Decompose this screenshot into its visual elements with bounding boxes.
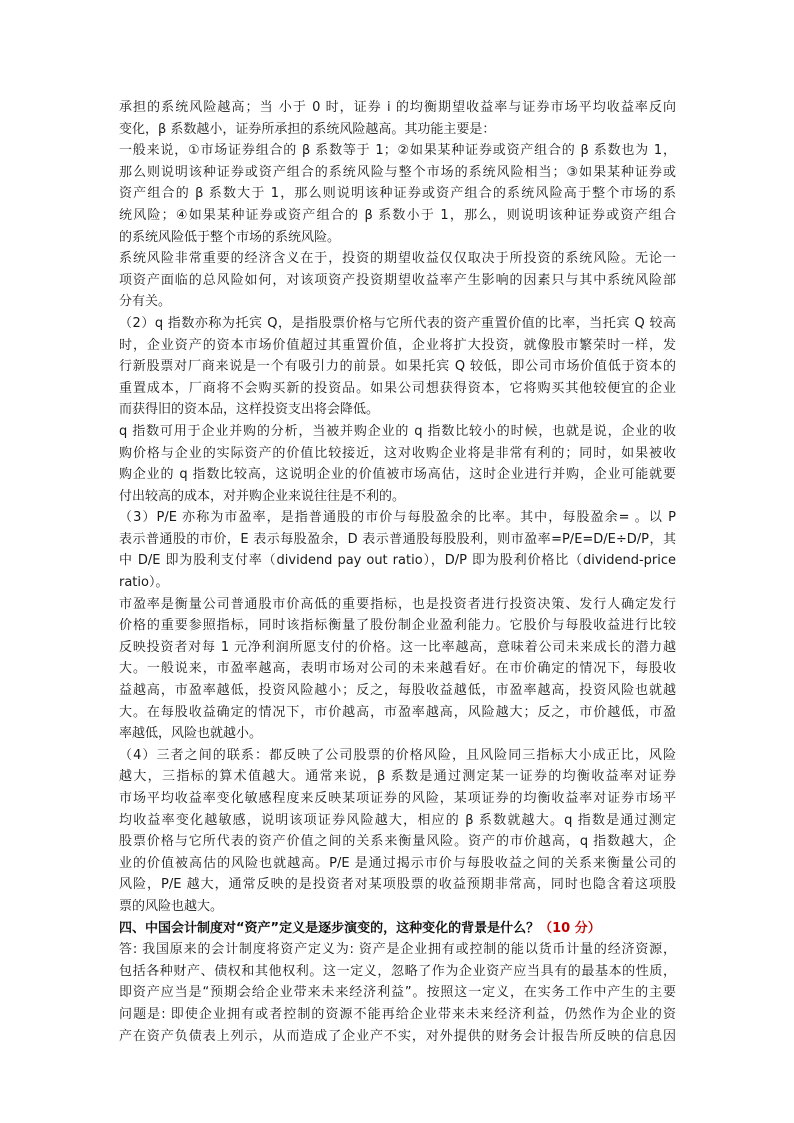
text-line: 均收益率变化越敏感，说明该项证券风险越大，相应的 β 系数就越大。q 指数是通过测定 <box>119 812 676 828</box>
text-line: 承担的系统风险越高；当 小于 0 时，证券 i 的均衡期望收益率与证券市场平均收益率反向 <box>119 100 676 115</box>
answer-line: 包括各种财产、债权和其他权利。这一定义，忽略了作为企业资产应当具有的最基本的性质， <box>119 963 676 979</box>
text-line: 而获得旧的资本品，这样投资支出将会降低。 <box>119 402 380 418</box>
text-line: 业的价值被高估的风险也就越高。P/E 是通过揭示市价与每股收益之间的关系来衡量公司的 <box>119 855 676 871</box>
text-line: 的系统风险低于整个市场的系统风险。 <box>119 229 341 245</box>
text-line: 行新股票对厂商来说是一个有吸引力的前景。如果托宾 Q 较低，即公司市场价值低于资本的 <box>119 359 676 375</box>
section-heading <box>119 918 676 940</box>
section-heading-score: （10 分） <box>539 920 601 936</box>
text-line: 中 D/E 即为股利支付率（dividend pay out ratio），D/P 即为股利价格比（dividend-price <box>119 553 676 569</box>
text-line: 一般来说，①市场证券组合的 β 系数等于 1；②如果某种证券或资产组合的 β 系数也为 1， <box>119 143 676 159</box>
text-line: （4）三者之间的联系：都反映了公司股票的价格风险，且风险同三指标大小成正比，风险 <box>119 747 676 763</box>
text-line: 风险，P/E 越大，通常反映的是投资者对某项股票的收益预期非常高，同时也隐含着这项股 <box>119 877 676 893</box>
text-line: 那么则说明该种证券或资产组合的系统风险与整个市场的系统风险相当；③如果某种证券或 <box>119 164 676 180</box>
text-line: 率越低，风险也就越小。 <box>119 726 263 742</box>
text-line: 市盈率是衡量公司普通股市价高低的重要指标，也是投资者进行投资决策、发行人确定发行 <box>119 596 676 612</box>
text-line: 统风险；④如果某种证券或资产组合的 β 系数小于 1，那么，则说明该种证券或资产组合 <box>119 207 676 223</box>
text-line: 越大，三指标的算术值越大。通常来说，β 系数是通过测定某一证券的均衡收益率对证券 <box>119 769 676 785</box>
text-line: 大。在每股收益确定的情况下，市价越高，市盈率越高，风险越大；反之，市价越低，市盈 <box>119 704 676 720</box>
text-line: 反映投资者对每 1 元净利润所愿支付的价格。这一比率越高，意味着公司未来成长的潜力越 <box>119 639 676 655</box>
text-line: 价格的重要参照指标，同时该指标衡量了股份制企业盈利能力。它股价与每股收益进行比较 <box>119 618 676 634</box>
text-line: 股票价格与它所代表的资产价值之间的关系来衡量风险。资产的市价越高，q 指数越大，企 <box>119 834 676 850</box>
answer-line: 产在资产负债表上列示，从而造成了企业产不实，对外提供的财务会计报告所反映的信息因 <box>119 1028 676 1044</box>
text-line: （3）P/E 亦称为市盈率，是指普通股的市价与每股盈余的比率。其中，每股盈余= 。以 P <box>119 510 676 526</box>
text-line: 系统风险非常重要的经济含义在于，投资的期望收益仅仅取决于所投资的系统风险。无论一 <box>119 251 676 267</box>
text-line: q 指数可用于企业并购的分析，当被并购企业的 q 指数比较小的时候，也就是说，企业的收 <box>119 423 676 439</box>
text-line: 重置成本，厂商将不会购买新的投资品。如果公司想获得资本，它将购买其他较便宜的企业 <box>119 380 676 396</box>
document-page <box>119 97 676 1047</box>
text-line: 变化，β 系数越小，证券所承担的系统风险越高。其功能主要是： <box>119 121 496 137</box>
text-line: 分有关。 <box>119 294 172 310</box>
answer-line: 即资产应当是“预期会给企业带来未来经济利益”。按照这一定义，在实务工作中产生的主要 <box>119 985 676 1001</box>
text-line: 益越高，市盈率越低，投资风险越小；反之，每股收益越低，市盈率越高，投资风险也就越 <box>119 683 676 699</box>
text-line: 票的风险也越大。 <box>119 898 224 914</box>
text-line: ratio）。 <box>119 575 169 591</box>
text-line: 大。一般说来，市盈率越高，表明市场对公司的未来越看好。在市价确定的情况下，每股收 <box>119 661 676 677</box>
text-line: 购企业的 q 指数比较高，这说明企业的价值被市场高估，这时企业进行并购，企业可能就要 <box>119 467 676 483</box>
text-line: 时，企业资产的资本市场价值超过其重置价值，企业将扩大投资，就像股市繁荣时一样，发 <box>119 337 676 353</box>
text-line: 市场平均收益率变化敏感程度来反映某项证券的风险，某项证券的均衡收益率对证券市场平 <box>119 791 676 806</box>
section-heading-text: 四、中国会计制度对“资产”定义是逐步演变的，这种变化的背景是什么？ <box>119 920 540 936</box>
answer-line: 问题是: 即使企业拥有或者控制的资源不能再给企业带来未来经济利益，仍然作为企业的资 <box>119 1006 676 1022</box>
text-line: 表示普通股的市价，E 表示每股盈余，D 表示普通股每股股利，则市盈率=P/E=D/E÷D/P，其 <box>119 531 676 547</box>
answer-line: 答: 我国原来的会计制度将资产定义为: 资产是企业拥有或控制的能以货币计量的经济资源， <box>119 942 676 958</box>
text-line: 资产组合的 β 系数大于 1，那么则说明该种证券或资产组合的系统风险高于整个市场的系 <box>119 186 676 202</box>
text-line: 付出较高的成本，对并购企业来说往往是不利的。 <box>119 488 406 504</box>
text-line: （2）q 指数亦称为托宾 Q，是指股票价格与它所代表的资产重置价值的比率，当托宾 Q 较高 <box>119 315 676 331</box>
text-line: 项资产面临的总风险如何，对该项资产投资期望收益率产生影响的因素只与其中系统风险部 <box>119 272 676 288</box>
text-line: 购价格与企业的实际资产的价值比较接近，这对收购企业将是非常有利的；同时，如果被收 <box>119 445 676 461</box>
